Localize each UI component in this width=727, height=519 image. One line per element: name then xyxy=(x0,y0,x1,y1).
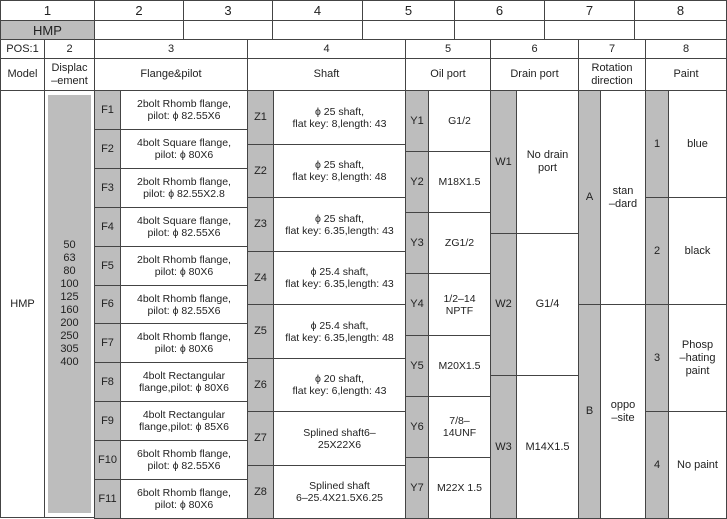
paint-code: 4 xyxy=(645,411,669,519)
paint-desc: blue xyxy=(668,90,727,198)
flange-desc: 2bolt Rhomb flange, pilot: ϕ 82.55X2.8 xyxy=(120,168,248,208)
flange-code: F2 xyxy=(94,129,121,169)
shaft-code: Z7 xyxy=(247,411,274,466)
shaft-desc: ϕ 25 shaft, flat key: 8,length: 43 xyxy=(273,90,406,145)
flange-desc: 6bolt Rhomb flange, pilot: ϕ 80X6 xyxy=(120,479,248,519)
oil-port-code: Y6 xyxy=(405,396,429,458)
paint-desc: black xyxy=(668,197,727,305)
code-blank-8 xyxy=(634,20,727,40)
flange-desc: 4bolt Rhomb flange, pilot: ϕ 80X6 xyxy=(120,323,248,363)
rotation-code: A xyxy=(578,90,601,305)
subpos-7: 7 xyxy=(578,39,646,59)
header-oil-port: Oil port xyxy=(405,58,491,91)
header-displacement: Displac –ement xyxy=(44,58,95,91)
oil-port-desc: M20X1.5 xyxy=(428,335,491,397)
drain-port-desc: M14X1.5 xyxy=(516,375,579,519)
flange-code: F11 xyxy=(94,479,121,519)
header-rotation: Rotation direction xyxy=(578,58,646,91)
subpos-5: 5 xyxy=(405,39,491,59)
paint-code: 3 xyxy=(645,304,669,412)
pos-cell-7: 7 xyxy=(544,0,635,21)
oil-port-code: Y4 xyxy=(405,273,429,336)
shaft-desc: Splined shaft 6–25.4X21.5X6.25 xyxy=(273,465,406,519)
paint-desc: Phosp –hating paint xyxy=(668,304,727,412)
drain-port-code: W1 xyxy=(490,90,517,234)
shaft-code: Z6 xyxy=(247,358,274,412)
oil-port-desc: 1/2–14 NPTF xyxy=(428,273,491,336)
drain-port-desc: No drain port xyxy=(516,90,579,234)
oil-port-desc: 7/8– 14UNF xyxy=(428,396,491,458)
flange-desc: 2bolt Rhomb flange, pilot: ϕ 80X6 xyxy=(120,246,248,286)
drain-port-desc: G1/4 xyxy=(516,233,579,376)
pos-cell-5: 5 xyxy=(362,0,455,21)
shaft-desc: ϕ 25 shaft, flat key: 6.35,length: 43 xyxy=(273,197,406,252)
shaft-desc: ϕ 25.4 shaft, flat key: 6.35,length: 43 xyxy=(273,251,406,305)
rotation-desc: oppo –site xyxy=(600,304,646,519)
shaft-desc: ϕ 25.4 shaft, flat key: 6.35,length: 48 xyxy=(273,304,406,359)
subpos-6: 6 xyxy=(490,39,579,59)
rotation-code: B xyxy=(578,304,601,519)
oil-port-desc: G1/2 xyxy=(428,90,491,152)
flange-desc: 4bolt Rhomb flange, pilot: ϕ 82.55X6 xyxy=(120,285,248,324)
code-blank-2 xyxy=(94,20,184,40)
oil-port-code: Y3 xyxy=(405,212,429,274)
code-blank-3 xyxy=(183,20,273,40)
model-code-cell: HMP xyxy=(0,20,95,40)
code-blank-5 xyxy=(362,20,455,40)
header-model: Model xyxy=(0,58,45,91)
oil-port-code: Y5 xyxy=(405,335,429,397)
shaft-code: Z3 xyxy=(247,197,274,252)
pos-cell-1: 1 xyxy=(0,0,95,21)
oil-port-code: Y2 xyxy=(405,151,429,213)
pos-cell-2: 2 xyxy=(94,0,184,21)
header-drain-port: Drain port xyxy=(490,58,579,91)
header-paint: Paint xyxy=(645,58,727,91)
flange-desc: 4bolt Rectangular flange,pilot: ϕ 80X6 xyxy=(120,362,248,402)
flange-code: F4 xyxy=(94,207,121,247)
code-blank-6 xyxy=(454,20,545,40)
flange-desc: 6bolt Rhomb flange, pilot: ϕ 82.55X6 xyxy=(120,440,248,480)
shaft-desc: ϕ 25 shaft, flat key: 8,length: 48 xyxy=(273,144,406,198)
displacement-values: 50 63 80 100 125 160 200 250 305 400 xyxy=(48,95,91,513)
drain-port-code: W2 xyxy=(490,233,517,376)
flange-code: F1 xyxy=(94,90,121,130)
oil-port-code: Y1 xyxy=(405,90,429,152)
flange-desc: 4bolt Square flange, pilot: ϕ 80X6 xyxy=(120,129,248,169)
paint-code: 1 xyxy=(645,90,669,198)
oil-port-desc: ZG1/2 xyxy=(428,212,491,274)
flange-code: F5 xyxy=(94,246,121,286)
oil-port-desc: M22X 1.5 xyxy=(428,457,491,519)
model-value: HMP xyxy=(0,90,45,518)
drain-port-code: W3 xyxy=(490,375,517,519)
pos-cell-3: 3 xyxy=(183,0,273,21)
shaft-desc: Splined shaft6– 25X22X6 xyxy=(273,411,406,466)
flange-code: F8 xyxy=(94,362,121,402)
flange-code: F6 xyxy=(94,285,121,324)
pos-cell-8: 8 xyxy=(634,0,727,21)
oil-port-desc: M18X1.5 xyxy=(428,151,491,213)
shaft-desc: ϕ 20 shaft, flat key: 6,length: 43 xyxy=(273,358,406,412)
subpos-2: 2 xyxy=(44,39,95,59)
flange-code: F10 xyxy=(94,440,121,480)
subpos-3: 3 xyxy=(94,39,248,59)
paint-code: 2 xyxy=(645,197,669,305)
shaft-code: Z8 xyxy=(247,465,274,519)
oil-port-code: Y7 xyxy=(405,457,429,519)
flange-code: F3 xyxy=(94,168,121,208)
flange-desc: 4bolt Rectangular flange,pilot: ϕ 85X6 xyxy=(120,401,248,441)
header-flange-pilot: Flange&pilot xyxy=(94,58,248,91)
shaft-code: Z2 xyxy=(247,144,274,198)
flange-code: F9 xyxy=(94,401,121,441)
flange-code: F7 xyxy=(94,323,121,363)
subpos-8: 8 xyxy=(645,39,727,59)
subpos-4: 4 xyxy=(247,39,406,59)
rotation-desc: stan –dard xyxy=(600,90,646,305)
paint-desc: No paint xyxy=(668,411,727,519)
header-shaft: Shaft xyxy=(247,58,406,91)
code-blank-7 xyxy=(544,20,635,40)
pos-cell-6: 6 xyxy=(454,0,545,21)
pos-cell-4: 4 xyxy=(272,0,363,21)
shaft-code: Z1 xyxy=(247,90,274,145)
displacement-column xyxy=(44,90,95,518)
shaft-code: Z4 xyxy=(247,251,274,305)
shaft-code: Z5 xyxy=(247,304,274,359)
flange-desc: 2bolt Rhomb flange, pilot: ϕ 82.55X6 xyxy=(120,90,248,130)
code-blank-4 xyxy=(272,20,363,40)
subpos-1: POS:1 xyxy=(0,39,45,59)
flange-desc: 4bolt Square flange, pilot: ϕ 82.55X6 xyxy=(120,207,248,247)
